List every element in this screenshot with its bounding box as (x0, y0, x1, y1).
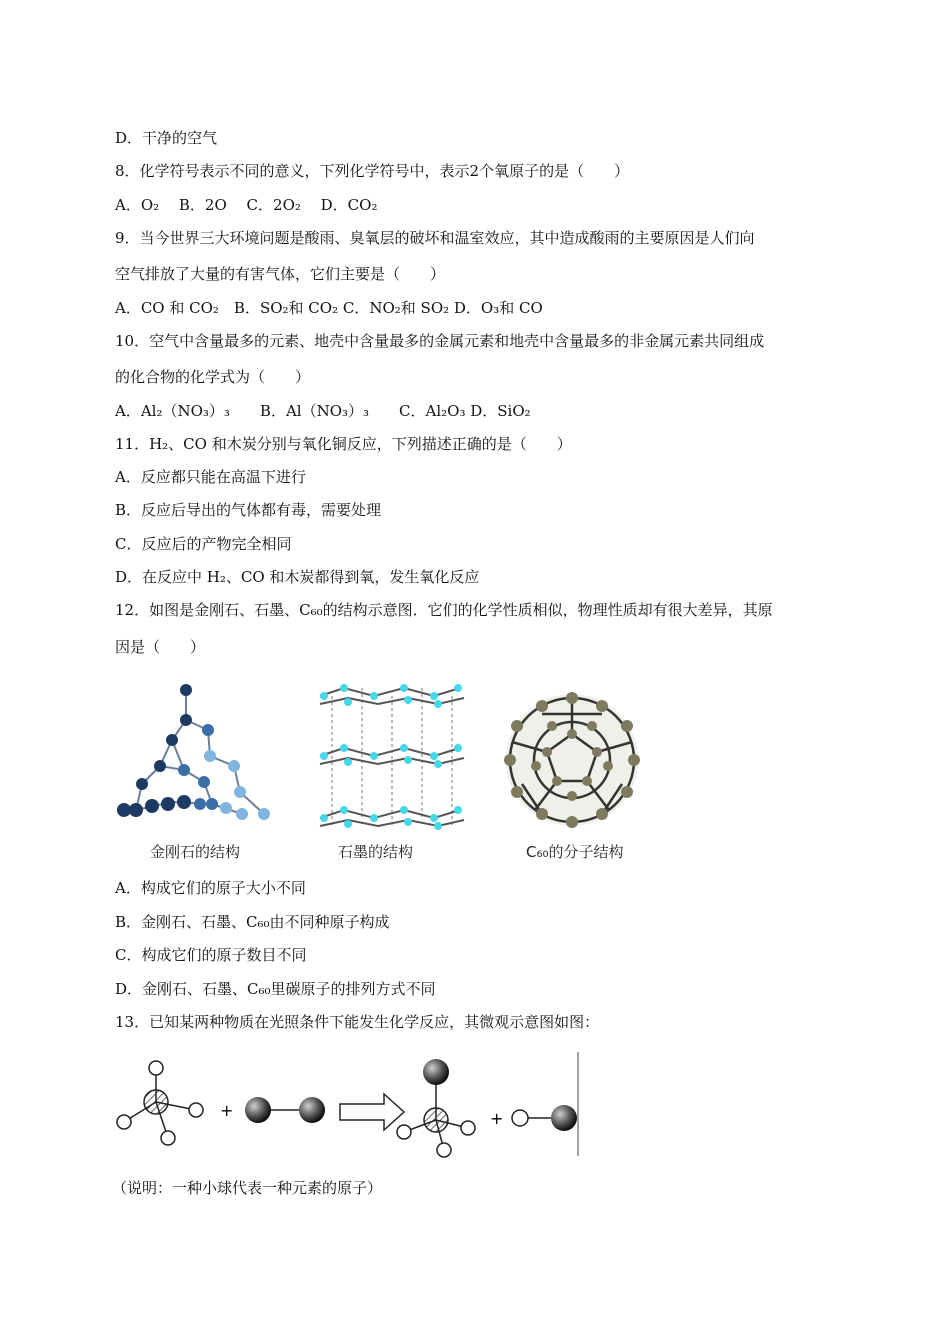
diamond-caption: 金刚石的结构 (150, 843, 241, 861)
text-line-q7-option-d: D．干净的空气 (115, 129, 218, 147)
question-12-option-a: A．构成它们的原子大小不同 (115, 879, 306, 897)
diamond-structure-image (117, 684, 270, 820)
product-molecule-1 (397, 1059, 475, 1157)
question-12-option-b: B．金刚石、石墨、C₆₀由不同种原子构成 (115, 913, 390, 931)
question-11-option-b: B．反应后导出的气体都有毒，需要处理 (115, 501, 382, 519)
question-12-stem-line1: 12．如图是金刚石、石墨、C₆₀的结构示意图．它们的化学性质相似，物理性质却有很大差异，其原 (115, 601, 773, 619)
question-10-options: A．Al₂（NO₃）₃ B．Al（NO₃）₃ C．Al₂O₃ D．SiO₂ (115, 402, 531, 420)
question-10-stem-line1: 10．空气中含量最多的元素、地壳中含量最多的金属元素和地壳中含量最多的非金属元素共同组成 (115, 332, 765, 350)
question-9-options: A．CO 和 CO₂ B．SO₂和 CO₂ C．NO₂和 SO₂ D．O₃和 CO (115, 299, 543, 317)
question-11-option-d: D．在反应中 H₂、CO 和木炭都得到氧，发生氧化反应 (115, 568, 480, 586)
question-13-stem: 13．已知某两种物质在光照条件下能发生化学反应，其微观示意图如图： (115, 1013, 600, 1031)
question-12-stem-line2: 因是（ ） (115, 638, 206, 656)
reaction-arrow-icon (340, 1094, 404, 1130)
c60-caption: C₆₀的分子结构 (526, 843, 624, 861)
question-8-options: A．O₂ B．2O C．2O₂ D．CO₂ (115, 196, 378, 214)
question-12-option-d: D．金刚石、石墨、C₆₀里碳原子的排列方式不同 (115, 980, 436, 998)
question-9-stem-line1: 9．当今世界三大环境问题是酸雨、臭氧层的破坏和温室效应，其中造成酸雨的主要原因是人们向 (115, 229, 755, 247)
graphite-caption: 石墨的结构 (338, 843, 414, 861)
plus-sign-1: + (220, 1101, 234, 1120)
reaction-micro-diagram (112, 1052, 582, 1158)
question-10-stem-line2: 的化合物的化学式为（ ） (115, 368, 311, 386)
product-molecule-2 (512, 1105, 577, 1131)
question-12-option-c: C．构成它们的原子数目不同 (115, 946, 307, 964)
question-11-stem: 11．H₂、CO 和木炭分别与氧化铜反应，下列描述正确的是（ ） (115, 435, 572, 453)
c60-structure-image (504, 692, 640, 828)
question-9-stem-line2: 空气排放了大量的有害气体，它们主要是（ ） (115, 265, 446, 283)
plus-sign-2: + (490, 1109, 504, 1128)
question-11-option-c: C．反应后的产物完全相同 (115, 535, 292, 553)
question-11-option-a: A．反应都只能在高温下进行 (115, 468, 306, 486)
carbon-structures-figure (112, 674, 652, 866)
reactant-molecule-1 (117, 1061, 203, 1145)
question-8-stem: 8．化学符号表示不同的意义，下列化学符号中，表示2个氧原子的是（ ） (115, 162, 630, 180)
figure-note: （说明：一种小球代表一种元素的原子） (112, 1179, 383, 1197)
graphite-structure-image (320, 684, 464, 830)
reactant-molecule-2 (245, 1097, 325, 1123)
